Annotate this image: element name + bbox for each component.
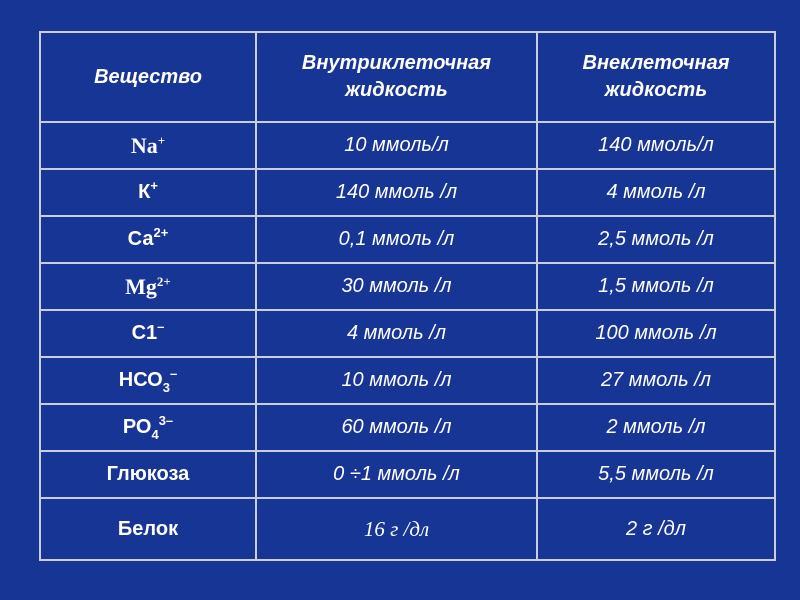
table-row [40,122,775,169]
substance-cell [40,169,256,216]
table-row [40,404,775,451]
substance-name: НСО [118,369,163,391]
substance-name: РО [122,416,152,438]
substance-name: С1 [131,322,158,344]
extracellular-value: 1,5 ммоль /л [537,263,775,310]
table-row [40,263,775,310]
electrolyte-table [39,31,776,561]
extracellular-value: 140 ммоль/л [537,122,775,169]
intracellular-value: 4 ммоль /л [256,310,537,357]
header-extracellular: Внеклеточная жидкость [537,32,775,122]
extracellular-value: 27 ммоль /л [537,357,775,404]
extracellular-value: 2 г /дл [537,498,775,560]
table-row [40,310,775,357]
substance-charge: – [169,366,178,381]
extracellular-value: 5,5 ммоль /л [537,451,775,498]
substance-name: Белок [117,517,179,540]
intracellular-value: 30 ммоль /л [256,263,537,310]
substance-cell [40,263,256,310]
substance-name: Глюкоза [106,463,190,485]
extracellular-value: 4 ммоль /л [537,169,775,216]
header-intracellular: Внутриклеточная жидкость [256,32,537,122]
extracellular-value: 100 ммоль /л [537,310,775,357]
substance-charge: 2+ [156,273,171,289]
substance-cell [40,122,256,169]
substance-name: Са [127,228,154,250]
substance-subscript: 3 [162,380,170,395]
table-row [40,216,775,263]
intracellular-value: 0 ÷1 ммоль /л [256,451,537,498]
intracellular-value: 16 г /дл [256,498,537,560]
intracellular-value: 0,1 ммоль /л [256,216,537,263]
substance-charge: + [150,178,158,193]
substance-cell [40,216,256,263]
substance-cell [40,310,256,357]
substance-name: К [138,181,151,203]
table-row [40,451,775,498]
substance-cell [40,404,256,451]
intracellular-value: 140 ммоль /л [256,169,537,216]
substance-charge: 2+ [153,225,169,240]
substance-cell [40,357,256,404]
substance-cell [40,451,256,498]
substance-cell [40,498,256,560]
intracellular-value: 10 ммоль /л [256,357,537,404]
table-row [40,357,775,404]
header-row [40,32,775,122]
substance-charge: – [157,319,165,334]
substance-name: Mg [125,273,157,299]
substance-name: Na [130,132,158,158]
extracellular-value: 2,5 ммоль /л [537,216,775,263]
substance-subscript: 4 [151,427,159,442]
table-row [40,169,775,216]
header-substance: Вещество [40,32,256,122]
table-row [40,498,775,560]
intracellular-value: 60 ммоль /л [256,404,537,451]
intracellular-value: 10 ммоль/л [256,122,537,169]
extracellular-value: 2 ммоль /л [537,404,775,451]
substance-charge: 3– [158,413,174,428]
substance-charge: + [157,132,166,148]
